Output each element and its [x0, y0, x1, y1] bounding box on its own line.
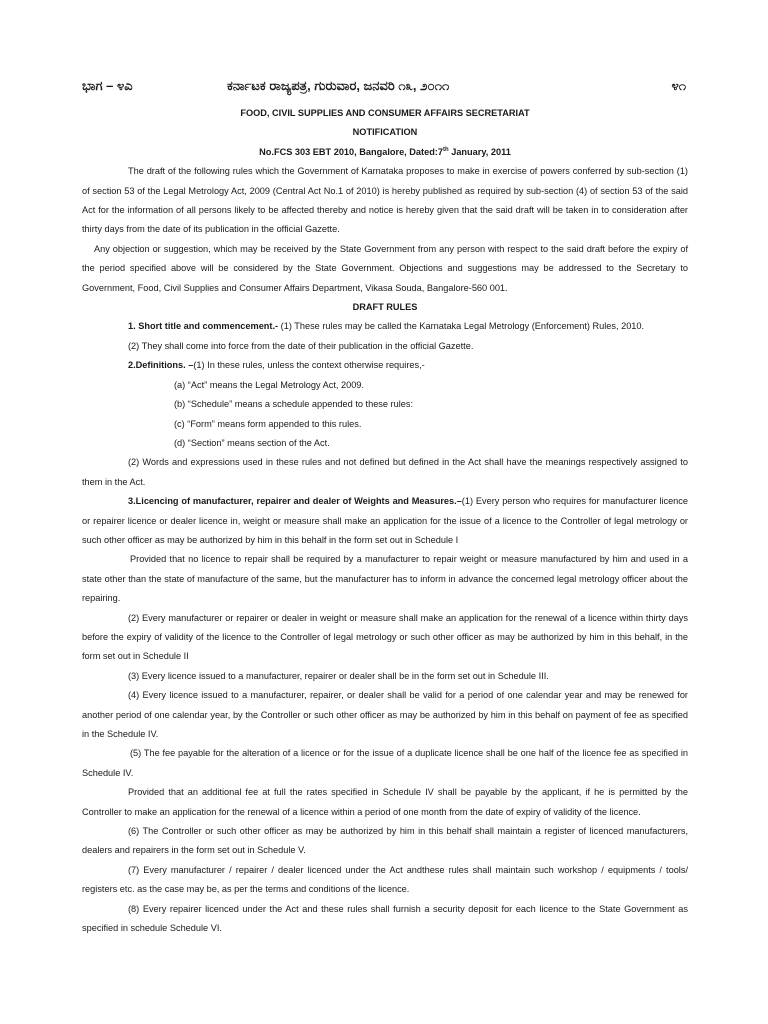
rule-1	[82, 317, 688, 336]
rule-3-clause-5: (5) The fee payable for the alteration of a licence or for the issue of a duplicate licence shall be one half of the licence fee as specified in Schedule IV.	[82, 748, 688, 778]
preamble-paragraph: The draft of the following rules which the Government of Karnataka proposes to make in exercise of powers conferred by sub-section (1) of section 53 of the Legal Metrology Act, 2009 (Central Act No.1 of 2010) is hereby published as required by sub-section (4) of section 53 of the said Act for the information of all persons likely to be affected thereby and notice is hereby given that the said draft will be taken in to consideration after thirty days from the date of its publication in the official Gazette.	[82, 166, 688, 235]
definition-b: (b) “Schedule” means a schedule appended to these rules:	[174, 399, 414, 410]
rule-2	[82, 356, 688, 375]
definition-d: (d) “Section” means section of the Act.	[174, 437, 330, 448]
notification-heading: NOTIFICATION	[352, 127, 418, 138]
notification-reference	[82, 143, 688, 162]
rule-3	[82, 492, 688, 550]
rule-1-heading: 1. Short title and commencement.-	[128, 321, 279, 332]
rule-2-heading: 2.Definitions. –	[128, 360, 194, 371]
rule-1-text: (1) These rules may be called the Karnataka Legal Metrology (Enforcement) Rules, 2010.	[278, 321, 645, 332]
rule-3-clause-7: (7) Every manufacturer / repairer / dealer licenced under the Act andthese rules shall maintain such workshop / equipments / tools/ registers etc. as the case may be, as per the terms and conditions of the licence.	[82, 864, 688, 895]
rule-3-clause-6: (6) The Controller or such other officer as may be authorized by him in this behalf shall maintain a register of licenced manufacturers, dealers and repairers in the form set out in Schedule V.	[82, 826, 688, 856]
header-gazette-title: ಕರ್ನಾಟಕ ರಾಜ್ಯಪತ್ರ, ಗುರುವಾರ, ಜನವರಿ ೧೩, ೨೦೧೧	[227, 78, 450, 93]
objection-paragraph: Any objection or suggestion, which may be received by the State Government from any person with respect to the said draft before the expiry of the period specified above will be considered by the State Government. Objections and suggestions may be addressed to the Secretary to Government, Food, Civil Supplies and Consumer Affairs Department, Vikasa Souda, Bangalore-560 001.	[82, 243, 688, 293]
definition-c: (c) “Form” means form appended to this rules.	[174, 418, 362, 429]
reference-superscript: th	[442, 146, 449, 153]
rule-3-proviso-2: Provided that an additional fee at full the rates specified in Schedule IV shall be payable by the applicant, if he is permitted by the Controller to make an application for the renewal of a licence within a period of one month from the date of expiry of validity of the licence.	[82, 787, 688, 817]
definition-a: (a) “Act” means the Legal Metrology Act, 2009.	[174, 379, 364, 390]
document-body	[82, 104, 688, 938]
reference-text: No.FCS 303 EBT 2010, Bangalore, Dated:7	[259, 146, 443, 157]
draft-rules-heading: DRAFT RULES	[352, 302, 418, 313]
secretariat-heading: FOOD, CIVIL SUPPLIES AND CONSUMER AFFAIRS SECRETARIAT	[240, 108, 530, 118]
header-part: ಭಾಗ – ೪ಎ	[82, 78, 133, 93]
gazette-header	[82, 78, 686, 100]
rule-1-clause-2: (2) They shall come into force from the date of their publication in the official Gazette.	[128, 340, 474, 351]
rule-3-clause-4: (4) Every licence issued to a manufacturer, repairer, or dealer shall be valid for a period of one calendar year and may be renewed for another period of one calendar year, by the Controller or such other officer as may be authorized by him in this behalf on payment of fee as specified in the Schedule IV.	[82, 690, 688, 739]
rule-3-clause-2: (2) Every manufacturer or repairer or dealer in weight or measure shall make an application for the renewal of a licence within thirty days before the expiry of validity of the licence to the Controller of legal metrology or such other officer as may be authorized by him in this behalf, in the form set out in Schedule II	[82, 612, 688, 662]
rule-2-clause-2: (2) Words and expressions used in these rules and not defined but defined in the Act shall have the meanings respectively assigned to them in the Act.	[82, 457, 688, 487]
header-page-number: ೪೧	[671, 78, 686, 93]
rule-2-text: (1) In these rules, unless the context otherwise requires,-	[193, 360, 425, 371]
reference-date: January, 2011	[448, 146, 511, 157]
rule-3-clause-8: (8) Every repairer licenced under the Act and these rules shall furnish a security deposit for each licence to the State Government as specified in schedule Schedule VI.	[82, 903, 688, 934]
rule-3-proviso-1: Provided that no licence to repair shall be required by a manufacturer to repair weight or measure manufactured by him and used in a state other than the state of manufacture of the same, but the manufacturer has to inform in advance the concerned legal metrology officer about the repairing.	[82, 554, 688, 604]
rule-3-heading: 3.Licencing of manufacturer, repairer and dealer of Weights and Measures.–	[128, 496, 462, 507]
rule-3-clause-3: (3) Every licence issued to a manufacturer, repairer or dealer shall be in the form set out in Schedule III.	[128, 670, 549, 681]
rule-3-text: (1) Every person who requires for manufacturer licence or repairer licence or dealer licence in, weight or measure shall make an application for the issue of a licence to the Controller of legal metrology or such other officer as may be authorized by him in this behalf in the form set out in Schedule I	[82, 496, 688, 545]
